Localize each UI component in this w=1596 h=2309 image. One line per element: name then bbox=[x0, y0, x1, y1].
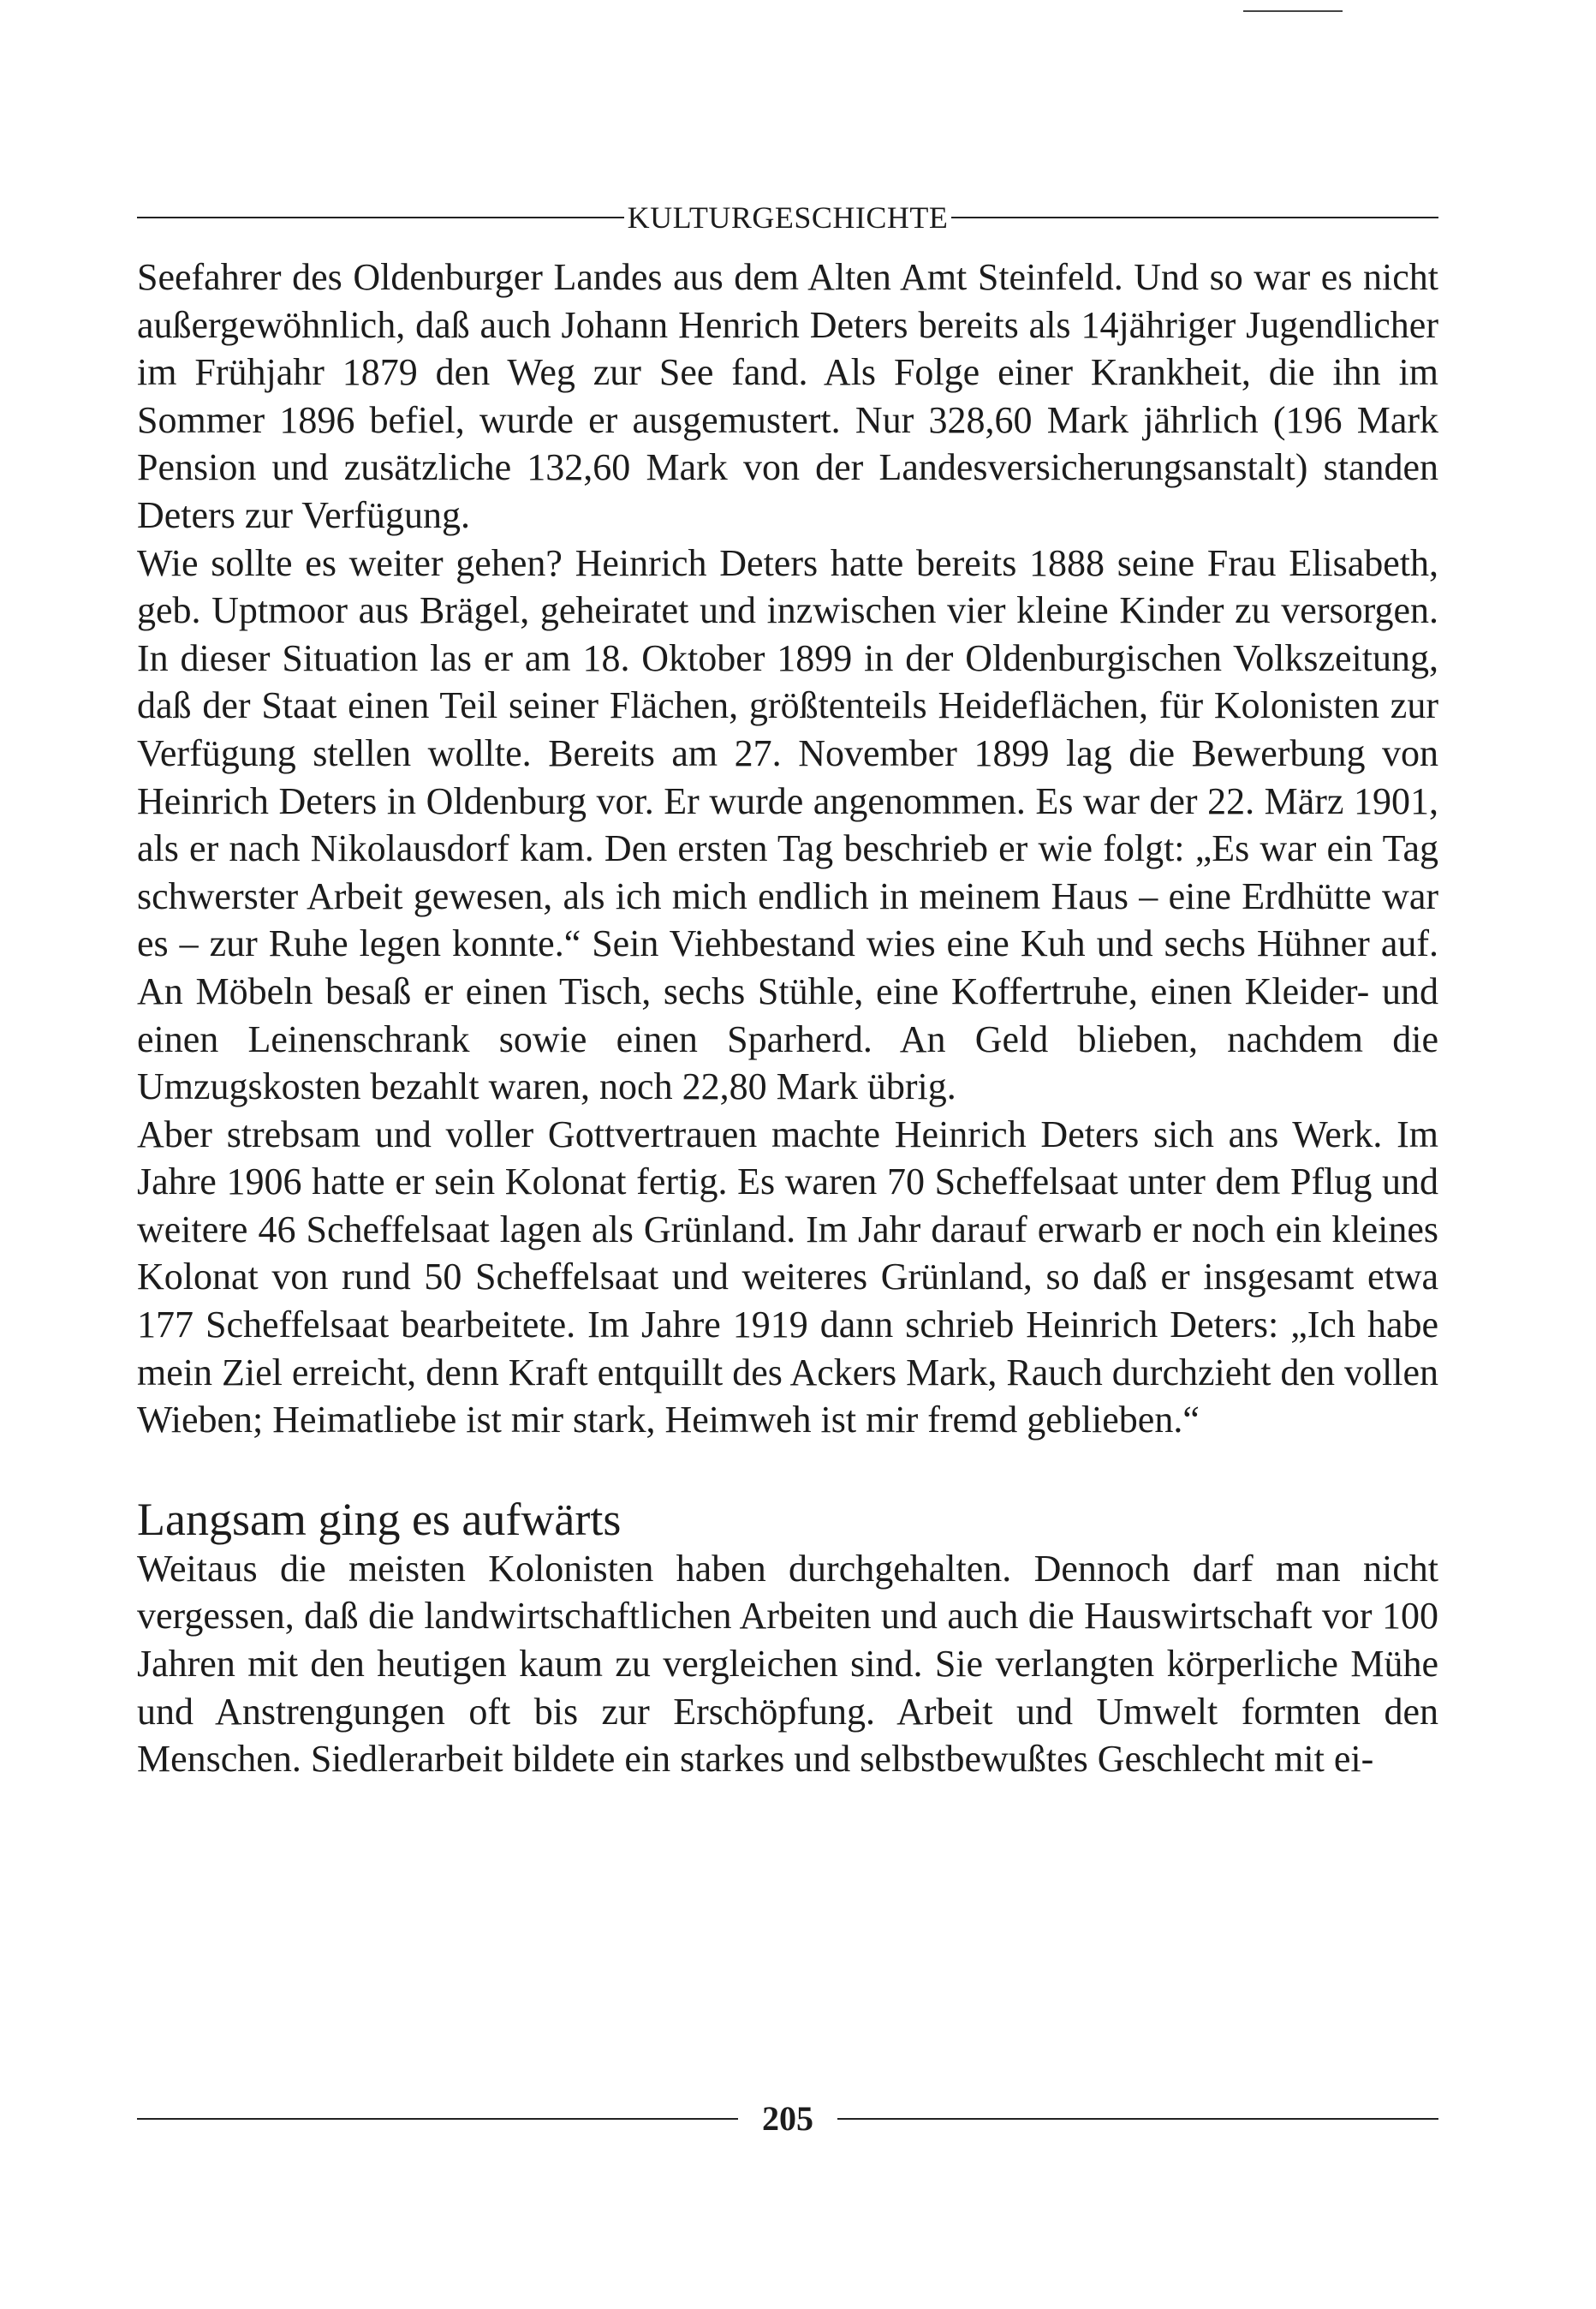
section-heading: Langsam ging es aufwärts bbox=[137, 1493, 622, 1545]
header-rule-right bbox=[951, 217, 1438, 218]
running-header bbox=[137, 200, 1438, 235]
paragraph-3: Aber strebsam und voller Gottvertrauen machte Heinrich Deters sich ans Werk. Im Jahre 1906 hatte er sein Kolonat fertig. Es waren 70 Scheffelsaat unter dem Pflug und weitere 46 Scheffelsaat lagen als Grünland. Im Jahr darauf erwarb er noch ein kleines Kolonat von rund 50 Scheffelsaat und weiteres Grünland, so daß er insgesamt etwa 177 Scheffelsaat bearbeitete. Im Jahre 1919 dann schrieb Heinrich Deters: „Ich habe mein Ziel erreicht, denn Kraft entquillt des Ackers Mark, Rauch durchzieht den vollen Wieben; Heimatliebe ist mir stark, Heimweh ist mir fremd geblieben.“ bbox=[137, 1113, 1438, 1441]
running-title: KULTURGESCHICHTE bbox=[627, 200, 949, 235]
paragraph-2: Wie sollte es weiter gehen? Heinrich Deters hatte bereits 1888 seine Frau Elisabeth, geb. Uptmoor aus Brägel, geheiratet und inzwischen vier kleine Kinder zu versorgen. In dieser Situation las er am 18. Oktober 1899 in der Oldenburgischen Volkszeitung, daß der Staat einen Teil seiner Flächen, größtenteils Heideflächen, für Kolonisten zur Verfügung stellen wollte. Bereits am 27. November 1899 lag die Bewerbung von Heinrich Deters in Oldenburg vor. Er wurde angenommen. Es war der 22. März 1901, als er nach Nikolausdorf kam. Den ersten Tag beschrieb er wie folgt: „Es war ein Tag schwerster Arbeit gewesen, als ich mich endlich in meinem Haus – eine Erdhütte war es – zur Ruhe legen konnte.“ Sein Viehbestand wies eine Kuh und sechs Hühner auf. An Möbeln besaß er einen Tisch, sechs Stühle, eine Koffertruhe, einen Kleider- und einen Leinenschrank sowie einen Sparherd. An Geld blieben, nachdem die Umzugskosten bezahlt waren, noch 22,80 Mark übrig. bbox=[137, 541, 1438, 1108]
section-paragraph: Weitaus die meisten Kolonisten haben durchgehalten. Dennoch darf man nicht vergessen, daß die landwirtschaftlichen Arbeiten und auch die Hauswirtschaft vor 100 Jahren mit den heutigen kaum zu vergleichen sind. Sie verlangten körperliche Mühe und Anstrengungen oft bis zur Erschöpfung. Arbeit und Umwelt formten den Menschen. Siedlerarbeit bildete ein starkes und selbstbewußtes Geschlecht mit ei- bbox=[137, 1547, 1438, 1781]
paragraph-1: Seefahrer des Oldenburger Landes aus dem Alten Amt Steinfeld. Und so war es nicht außergewöhnlich, daß auch Johann Henrich Deters bereits als 14jähriger Jugendlicher im Frühjahr 1879 den Weg zur See fand. Als Folge einer Krankheit, die ihn im Sommer 1896 befiel, wurde er ausgemustert. Nur 328,60 Mark jährlich (196 Mark Pension und zusätzliche 132,60 Mark von der Landesversicherungsanstalt) standen Deters zur Verfügung. bbox=[137, 256, 1438, 536]
page-body bbox=[137, 254, 1438, 1783]
top-edge-rule bbox=[1243, 10, 1343, 12]
header-rule-left bbox=[137, 217, 624, 218]
page-number: 205 bbox=[762, 2099, 813, 2138]
footer-rule-right bbox=[837, 2118, 1438, 2120]
page-footer bbox=[137, 2100, 1438, 2138]
footer-rule-left bbox=[137, 2118, 738, 2120]
